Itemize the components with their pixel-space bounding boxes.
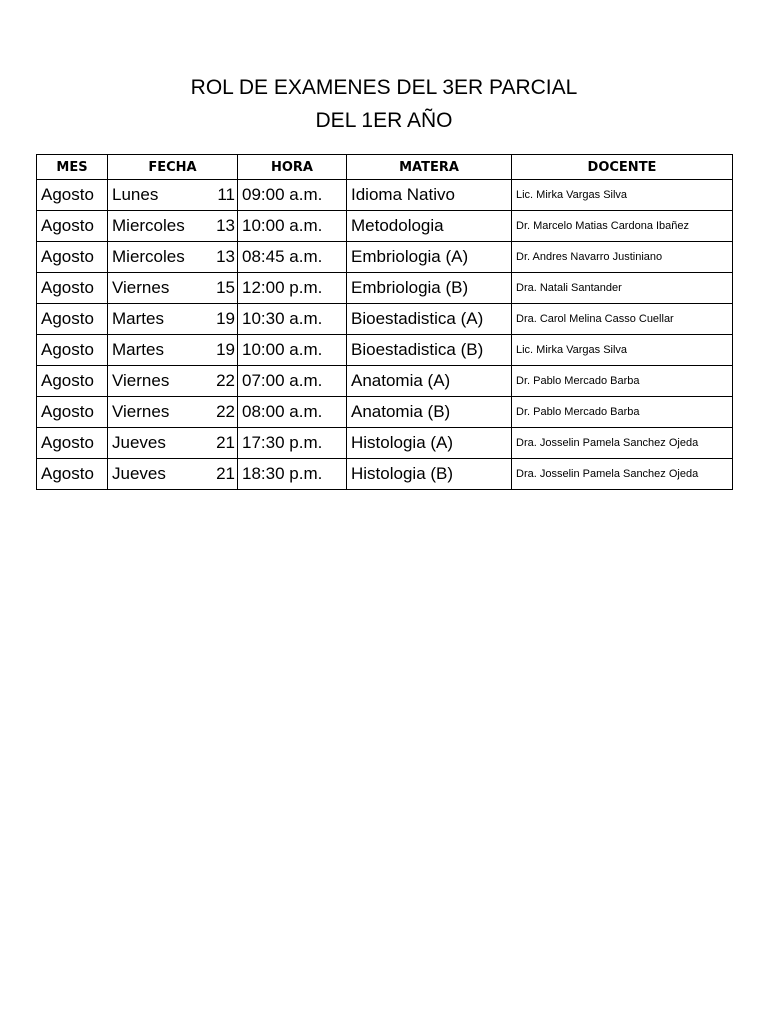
cell-docente: Dr. Andres Navarro Justiniano (512, 242, 733, 273)
table-row (37, 180, 733, 211)
cell-dia-numero: 11 (213, 180, 238, 211)
cell-materia: Bioestadistica (A) (347, 304, 512, 335)
cell-docente: Dr. Marcelo Matias Cardona Ibañez (512, 211, 733, 242)
cell-dia-numero: 19 (213, 335, 238, 366)
table-row (37, 397, 733, 428)
cell-docente: Dr. Pablo Mercado Barba (512, 397, 733, 428)
cell-materia: Anatomia (A) (347, 366, 512, 397)
cell-dia-numero: 13 (213, 211, 238, 242)
table-header-row (37, 155, 733, 180)
cell-mes: Agosto (37, 211, 108, 242)
cell-mes: Agosto (37, 273, 108, 304)
cell-materia: Anatomia (B) (347, 397, 512, 428)
cell-docente: Dr. Pablo Mercado Barba (512, 366, 733, 397)
cell-mes: Agosto (37, 242, 108, 273)
cell-dia-numero: 13 (213, 242, 238, 273)
cell-dia-numero: 21 (213, 428, 238, 459)
cell-mes: Agosto (37, 428, 108, 459)
cell-materia: Histologia (B) (347, 459, 512, 490)
cell-mes: Agosto (37, 366, 108, 397)
header-docente: DOCENTE (512, 155, 733, 180)
cell-materia: Metodologia (347, 211, 512, 242)
cell-dia: Martes (108, 335, 213, 366)
table-body (37, 180, 733, 490)
cell-hora: 09:00 a.m. (238, 180, 347, 211)
cell-dia-numero: 22 (213, 397, 238, 428)
cell-docente: Dra. Josselin Pamela Sanchez Ojeda (512, 428, 733, 459)
header-hora: HORA (238, 155, 347, 180)
cell-materia: Idioma Nativo (347, 180, 512, 211)
cell-hora: 07:00 a.m. (238, 366, 347, 397)
cell-dia-numero: 21 (213, 459, 238, 490)
cell-hora: 10:00 a.m. (238, 211, 347, 242)
cell-dia: Viernes (108, 397, 213, 428)
table-row (37, 242, 733, 273)
cell-materia: Bioestadistica (B) (347, 335, 512, 366)
exam-schedule-table (36, 154, 733, 490)
header-matera: MATERA (347, 155, 512, 180)
table-row (37, 459, 733, 490)
cell-docente: Lic. Mirka Vargas Silva (512, 335, 733, 366)
cell-docente: Dra. Natali Santander (512, 273, 733, 304)
cell-dia-numero: 22 (213, 366, 238, 397)
cell-dia: Viernes (108, 366, 213, 397)
cell-dia-numero: 19 (213, 304, 238, 335)
cell-hora: 17:30 p.m. (238, 428, 347, 459)
table-row (37, 211, 733, 242)
cell-dia-numero: 15 (213, 273, 238, 304)
cell-materia: Embriologia (B) (347, 273, 512, 304)
table-row (37, 335, 733, 366)
header-mes: MES (37, 155, 108, 180)
cell-dia: Jueves (108, 428, 213, 459)
cell-hora: 08:00 a.m. (238, 397, 347, 428)
cell-mes: Agosto (37, 304, 108, 335)
cell-docente: Lic. Mirka Vargas Silva (512, 180, 733, 211)
header-fecha: FECHA (108, 155, 238, 180)
cell-docente: Dra. Josselin Pamela Sanchez Ojeda (512, 459, 733, 490)
cell-hora: 10:30 a.m. (238, 304, 347, 335)
cell-dia: Viernes (108, 273, 213, 304)
cell-mes: Agosto (37, 459, 108, 490)
cell-hora: 08:45 a.m. (238, 242, 347, 273)
document-title-line2: DEL 1ER AÑO (315, 109, 453, 132)
cell-hora: 12:00 p.m. (238, 273, 347, 304)
table-row (37, 273, 733, 304)
cell-dia: Miercoles (108, 211, 213, 242)
cell-dia: Miercoles (108, 242, 213, 273)
cell-dia: Jueves (108, 459, 213, 490)
table-row (37, 366, 733, 397)
cell-mes: Agosto (37, 397, 108, 428)
cell-materia: Histologia (A) (347, 428, 512, 459)
cell-hora: 18:30 p.m. (238, 459, 347, 490)
table-row (37, 428, 733, 459)
cell-docente: Dra. Carol Melina Casso Cuellar (512, 304, 733, 335)
cell-hora: 10:00 a.m. (238, 335, 347, 366)
cell-mes: Agosto (37, 180, 108, 211)
table-row (37, 304, 733, 335)
cell-dia: Lunes (108, 180, 213, 211)
cell-materia: Embriologia (A) (347, 242, 512, 273)
cell-dia: Martes (108, 304, 213, 335)
document-title-line1: ROL DE EXAMENES DEL 3ER PARCIAL (190, 76, 578, 99)
cell-mes: Agosto (37, 335, 108, 366)
